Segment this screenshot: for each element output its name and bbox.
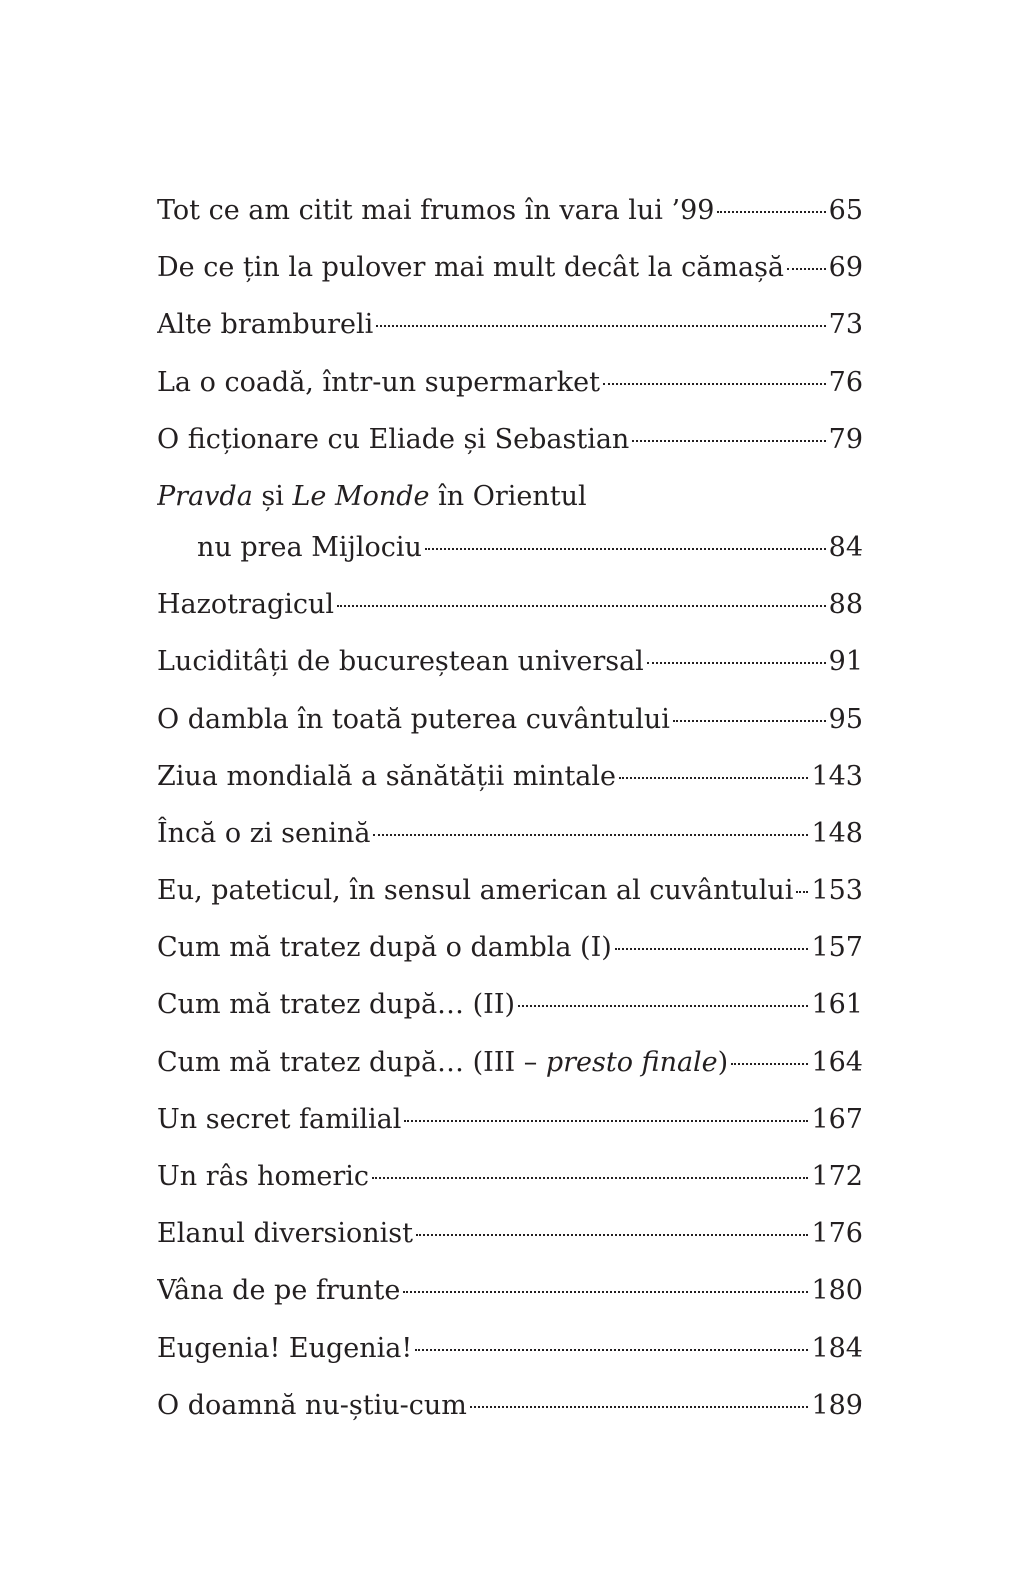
toc-entry-page: 148 <box>811 817 863 849</box>
title-text: și <box>252 480 293 512</box>
toc-entry-page: 84 <box>828 531 863 563</box>
toc-entry[interactable] <box>157 1039 863 1096</box>
toc-entry[interactable] <box>157 867 863 924</box>
toc-entry[interactable] <box>157 638 863 695</box>
title-italic-le-monde: Le Monde <box>292 480 430 512</box>
dot-leader <box>632 440 825 442</box>
toc-entry-title: Cum mă tratez după… (II) <box>157 989 516 1021</box>
toc-entry-page: 76 <box>828 366 863 398</box>
toc-entry-title <box>157 1039 728 1087</box>
dot-leader <box>518 1005 808 1007</box>
dot-leader <box>717 211 825 213</box>
toc-entry-page: 79 <box>828 423 863 455</box>
toc-entry-title: Tot ce am citit mai frumos în vara lui ’99 <box>157 195 715 226</box>
title-text: în Orientul <box>429 480 587 512</box>
toc-entry-page: 88 <box>828 589 863 621</box>
dot-leader <box>731 1063 808 1065</box>
toc-entry-title: Ziua mondială a sănătății mintale <box>157 760 616 792</box>
toc-entry-page: 143 <box>811 760 863 792</box>
dot-leader <box>619 777 808 779</box>
toc-entry[interactable] <box>157 753 863 810</box>
table-of-contents <box>157 187 863 1439</box>
dot-leader <box>425 548 826 550</box>
toc-entry-title: Eu, pateticul, în sensul american al cuvântului <box>157 875 794 907</box>
toc-entry-page: 161 <box>811 989 863 1021</box>
toc-entry-page: 167 <box>811 1103 863 1135</box>
dot-leader <box>416 1234 808 1236</box>
title-italic-pravda: Pravda <box>157 480 253 512</box>
toc-entry-title: Alte brambureli <box>157 309 374 341</box>
toc-entry-page: 164 <box>811 1046 863 1078</box>
toc-entry-title: Hazotragicul <box>157 589 335 621</box>
toc-entry[interactable] <box>157 810 863 867</box>
toc-entry-page: 180 <box>811 1275 863 1307</box>
toc-entry-title: Cum mă tratez după o dambla (I) <box>157 932 612 964</box>
dot-leader <box>337 605 826 607</box>
toc-entry-page: 172 <box>811 1161 863 1192</box>
toc-entry-title: O doamnă nu-știu-cum <box>157 1389 467 1421</box>
toc-entry[interactable] <box>157 1382 863 1439</box>
dot-leader <box>615 948 809 950</box>
toc-entry[interactable] <box>157 1267 863 1324</box>
dot-leader <box>373 834 808 836</box>
dot-leader <box>787 268 826 270</box>
toc-entry-title: Încă o zi senină <box>157 817 371 849</box>
toc-entry[interactable] <box>157 924 863 981</box>
toc-entry-page: 184 <box>811 1332 863 1364</box>
toc-entry-title-line1 <box>157 473 587 521</box>
dot-leader <box>603 383 826 385</box>
toc-entry-page: 69 <box>828 252 863 284</box>
toc-entry-page: 65 <box>828 195 863 226</box>
toc-entry[interactable] <box>157 581 863 638</box>
title-text: Cum mă tratez după… (III – <box>157 1046 546 1078</box>
dot-leader <box>647 662 826 664</box>
toc-entry[interactable] <box>157 1153 863 1210</box>
toc-entry-page: 95 <box>828 703 863 735</box>
toc-entry-title: Un râs homeric <box>157 1161 370 1192</box>
toc-entry-multiline[interactable] <box>157 473 863 581</box>
toc-entry[interactable] <box>157 244 863 301</box>
toc-entry-page: 176 <box>811 1218 863 1250</box>
toc-entry[interactable] <box>157 359 863 416</box>
dot-leader <box>470 1406 809 1408</box>
toc-entry-page: 189 <box>811 1389 863 1421</box>
toc-entry[interactable] <box>157 1325 863 1382</box>
toc-entry-title-line2: nu prea Mijlociu <box>197 531 422 563</box>
toc-entry-title: La o coadă, într-un supermarket <box>157 366 600 398</box>
toc-entry[interactable] <box>157 187 863 244</box>
dot-leader <box>404 1120 808 1122</box>
toc-entry-title: Eugenia! Eugenia! <box>157 1332 413 1364</box>
toc-entry-title: O dambla în toată puterea cuvântului <box>157 703 670 735</box>
dot-leader <box>415 1349 808 1351</box>
toc-entry-title: Vâna de pe frunte <box>157 1275 401 1307</box>
dot-leader <box>372 1177 808 1179</box>
toc-entry[interactable] <box>157 981 863 1038</box>
dot-leader <box>376 325 825 327</box>
toc-entry[interactable] <box>157 1210 863 1267</box>
toc-entry-page: 153 <box>811 875 863 907</box>
toc-entry[interactable] <box>157 301 863 358</box>
toc-entry-title: De ce țin la pulover mai mult decât la cămașă <box>157 252 785 284</box>
toc-entry-page: 73 <box>828 309 863 341</box>
toc-entry-page: 91 <box>828 646 863 678</box>
toc-entry[interactable] <box>157 696 863 753</box>
toc-entry-title: Luciditâți de bucureștean universal <box>157 646 644 678</box>
toc-entry[interactable] <box>157 416 863 473</box>
toc-entry-page: 157 <box>811 932 863 964</box>
dot-leader <box>673 720 826 722</box>
dot-leader <box>403 1291 808 1293</box>
title-italic-presto-finale: presto finale <box>545 1046 718 1078</box>
dot-leader <box>796 891 808 893</box>
toc-entry-title: Elanul diversionist <box>157 1218 413 1250</box>
title-text: ) <box>717 1046 729 1078</box>
toc-entry[interactable] <box>157 1096 863 1153</box>
toc-entry-title: Un secret familial <box>157 1103 402 1135</box>
toc-entry-title: O ficționare cu Eliade și Sebastian <box>157 423 630 455</box>
